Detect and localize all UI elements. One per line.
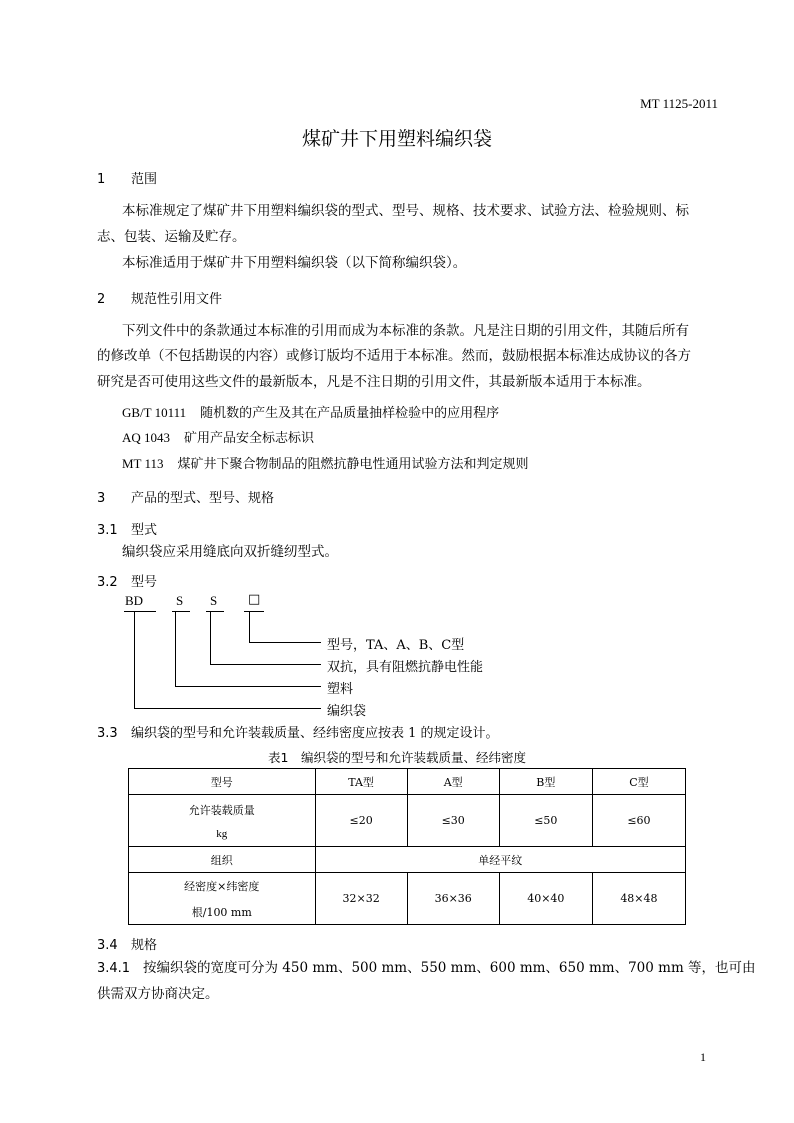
model-label-dual-resistance: 双抗，具有阻燃抗静电性能 [327, 660, 484, 675]
subsection-3-2-heading [97, 571, 157, 590]
section-number: 1 [97, 172, 106, 187]
section-title: 规格 [131, 938, 158, 953]
table-row-label: 组织 [129, 847, 316, 873]
row-label-unit: kg [216, 827, 228, 840]
paragraph-line: 下列文件中的条款通过本标准的引用而成为本标准的条款。凡是注日期的引用文件，其随后所有 [122, 323, 689, 339]
normative-reference [122, 427, 314, 446]
page-number: 1 [700, 1050, 706, 1064]
leader-line [134, 708, 321, 709]
standard-code: MT 1125-2011 [640, 96, 718, 111]
paragraph-line: 志、包装、运输及贮存。 [97, 229, 246, 245]
reference-title: 随机数的产生及其在产品质量抽样检验中的应用程序 [200, 406, 500, 421]
table-row-label [129, 873, 316, 925]
normative-reference [122, 453, 529, 472]
table-caption: 表1 编织袋的型号和允许装载质量、经纬密度 [268, 750, 526, 765]
section-title: 范围 [131, 172, 158, 187]
paragraph-line: 按编织袋的宽度可分为 450 mm、500 mm、550 mm、600 mm、650 mm、700 mm 等，也可由 [143, 960, 756, 976]
leader-line [210, 664, 321, 665]
underline [206, 611, 224, 612]
section-number: 3.3 [97, 726, 118, 741]
model-label-plastic: 塑料 [327, 682, 354, 697]
table-header-cell: C型 [592, 769, 685, 795]
normative-reference [122, 402, 499, 421]
table-cell: 32×32 [315, 873, 407, 925]
underline [244, 611, 264, 612]
document-title: 煤矿井下用塑料编织袋 [301, 128, 492, 150]
paragraph-line: 编织袋应采用缝底向双折缝纫型式。 [122, 544, 338, 560]
section-number: 3 [97, 491, 106, 506]
reference-title: 矿用产品安全标志标识 [184, 431, 315, 446]
model-code-s1: S [176, 593, 184, 608]
subsection-text: 编织袋的型号和允许装载质量、经纬密度应按表 1 的规定设计。 [131, 726, 499, 741]
table-cell: ≤60 [592, 795, 685, 847]
spec-table [128, 768, 686, 925]
paragraph-line: 供需双方协商决定。 [97, 986, 219, 1002]
section-2-heading [97, 288, 222, 307]
subsection-3-1-heading [97, 519, 157, 538]
table-cell: 48×48 [592, 873, 685, 925]
section-title: 型式 [131, 523, 158, 538]
section-number: 3.2 [97, 575, 118, 590]
section-title: 产品的型式、型号、规格 [131, 491, 275, 506]
table-row-label [129, 795, 316, 847]
underline [124, 611, 156, 612]
leader-line [175, 612, 176, 686]
table-row [129, 795, 686, 847]
section-number: 3.4.1 [97, 961, 131, 976]
paragraph-line: 研究是否可使用这些文件的最新版本，凡是不注日期的引用文件，其最新版本适用于本标准。 [97, 374, 651, 390]
section-1-heading [97, 168, 157, 187]
reference-code: MT 113 [122, 456, 164, 471]
paragraph-line: 本标准适用于煤矿井下用塑料编织袋（以下简称编织袋）。 [122, 255, 467, 271]
model-label-type: 型号，TA、A、B、C型 [327, 638, 465, 653]
subsection-3-3 [97, 722, 499, 741]
row-label-unit: 根/100 mm [191, 905, 252, 919]
table-cell: ≤50 [499, 795, 592, 847]
table-header-cell: TA型 [315, 769, 407, 795]
leader-line [210, 612, 211, 664]
table-cell: 单经平纹 [315, 847, 685, 873]
section-number: 3.1 [97, 523, 118, 538]
table-cell: ≤20 [315, 795, 407, 847]
model-code-bd: BD [125, 593, 144, 608]
table-header-cell: A型 [407, 769, 499, 795]
model-label-woven-bag: 编织袋 [327, 704, 367, 719]
table-header-cell: 型号 [129, 769, 316, 795]
leader-line [249, 642, 321, 643]
leader-line [175, 686, 321, 687]
section-title: 规范性引用文件 [131, 292, 223, 307]
section-number: 2 [97, 292, 106, 307]
leader-line [134, 612, 135, 708]
section-title: 型号 [131, 575, 158, 590]
reference-title: 煤矿井下聚合物制品的阻燃抗静电性通用试验方法和判定规则 [177, 457, 529, 472]
model-code-s2: S [210, 593, 218, 608]
section-number: 3.4 [97, 938, 118, 953]
section-3-heading [97, 487, 274, 506]
table-row [129, 847, 686, 873]
table-header-row [129, 769, 686, 795]
table-cell: 36×36 [407, 873, 499, 925]
table-row [129, 873, 686, 925]
subsection-3-4-heading [97, 934, 157, 953]
subsection-3-4-1 [97, 955, 756, 982]
leader-line [249, 612, 250, 642]
row-label-line: 允许装载质量 [188, 803, 255, 817]
table-cell: 40×40 [499, 873, 592, 925]
paragraph-line: 本标准规定了煤矿井下用塑料编织袋的型式、型号、规格、技术要求、试验方法、检验规则、标 [122, 203, 689, 219]
table-header-cell: B型 [499, 769, 592, 795]
paragraph-line: 的修改单（不包括勘误的内容）或修订版均不适用于本标准。然而，鼓励根据本标准达成协议的各方 [97, 348, 691, 364]
model-code-box: □ [248, 592, 261, 607]
reference-code: AQ 1043 [122, 430, 171, 445]
table-cell: ≤30 [407, 795, 499, 847]
row-label-line: 经密度×纬密度 [184, 879, 260, 893]
reference-code: GB/T 10111 [122, 405, 187, 420]
